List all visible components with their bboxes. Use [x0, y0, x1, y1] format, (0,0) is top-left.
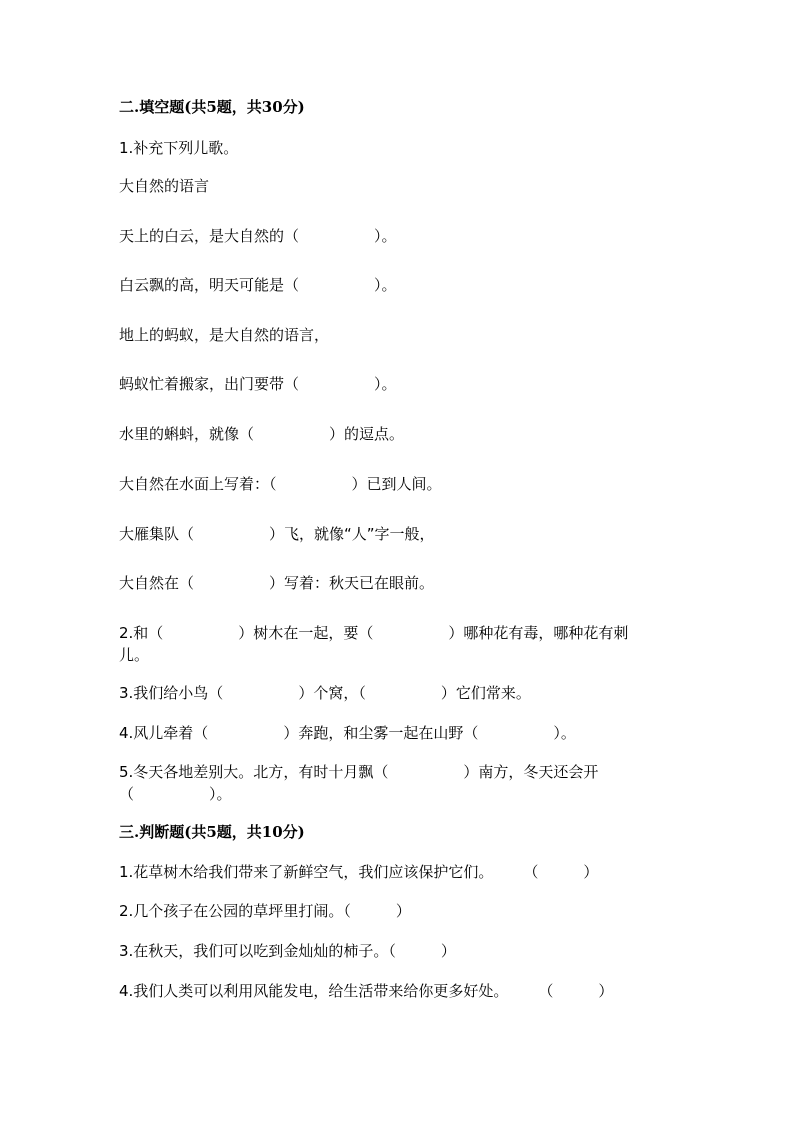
poem-line: 白云飘的高，明天可能是（ ）。: [119, 276, 397, 294]
question-2-line: 儿。: [119, 646, 150, 664]
section-heading-true-false: 三.判断题(共5题，共10分): [119, 823, 305, 841]
poem-line: 大自然在（ ）写着：秋天已在眼前。: [119, 574, 435, 592]
poem-line: 蚂蚁忙着搬家，出门要带（ ）。: [119, 375, 397, 393]
poem-line: 大雁集队（ ）飞，就像“人”字一般，: [119, 525, 435, 543]
question-2-line: 2.和（ ）树木在一起，要（ ）哪种花有毒，哪种花有刺: [119, 624, 629, 642]
judgment-item: 4.我们人类可以利用风能发电，给生活带来给你更多好处。 （ ）: [119, 982, 614, 1000]
judgment-item: 1.花草树木给我们带来了新鲜空气，我们应该保护它们。 （ ）: [119, 863, 599, 881]
question-3: 3.我们给小鸟（ ）个窝，（ ）它们常来。: [119, 684, 531, 702]
poem-title: 大自然的语言: [119, 177, 210, 195]
question-4: 4.风儿牵着（ ）奔跑，和尘雾一起在山野（ ）。: [119, 724, 576, 742]
poem-line: 水里的蝌蚪，就像（ ）的逗点。: [119, 425, 405, 443]
judgment-item: 3.在秋天，我们可以吃到金灿灿的柿子。（ ）: [119, 942, 456, 960]
question-5-line: 5.冬天各地差别大。北方，有时十月飘（ ）南方，冬天还会开: [119, 763, 599, 781]
section-heading-fill-blank: 二.填空题(共5题，共30分): [119, 98, 305, 116]
poem-line: 大自然在水面上写着：（ ）已到人间。: [119, 475, 442, 493]
poem-line: 天上的白云，是大自然的（ ）。: [119, 227, 397, 245]
question-1-prompt: 1.补充下列儿歌。: [119, 139, 239, 157]
question-5-line: （ ）。: [119, 785, 232, 803]
poem-line: 地上的蚂蚁，是大自然的语言，: [119, 326, 330, 344]
judgment-item: 2.几个孩子在公园的草坪里打闹。（ ）: [119, 902, 411, 920]
